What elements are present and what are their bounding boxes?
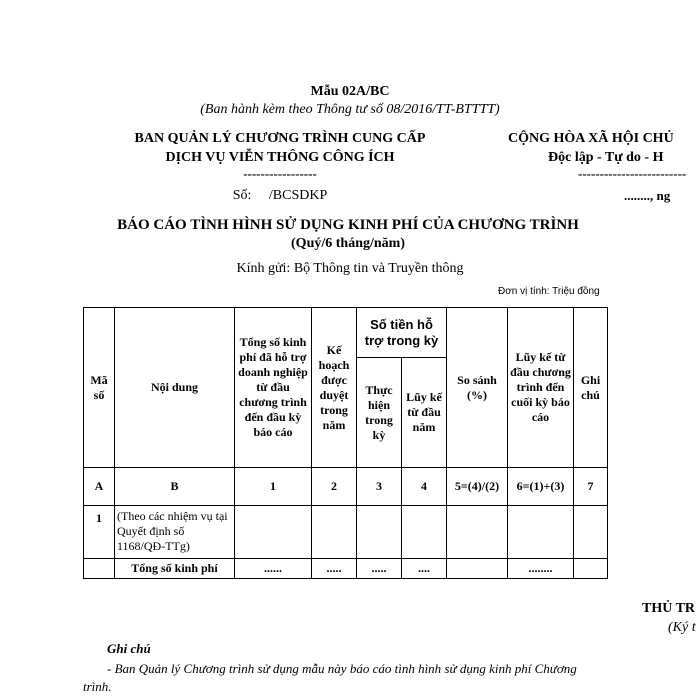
recipient-line: Kính gửi: Bộ Thông tin và Truyền thông	[236, 261, 464, 276]
data-row-cell	[574, 506, 608, 559]
total-row-c1: ......	[235, 559, 312, 579]
agency-rule: -----------------	[243, 166, 317, 181]
form-code: Mẫu 02A/BC	[310, 84, 390, 99]
total-row-c5	[447, 559, 508, 579]
index-cell-1: 1	[235, 468, 312, 506]
funding-report-table	[83, 307, 608, 579]
header-luy-ke-dau-ct: Lũy kế từ đầu chương trình đến cuối kỳ báo cáo	[508, 308, 574, 468]
signature-title: THỦ TR	[642, 601, 696, 616]
header-tong-so: Tổng số kinh phí đã hỗ trợ doanh nghiệp từ đầu chương trình đến đầu kỳ báo cáo	[235, 308, 312, 468]
index-cell-3: 3	[357, 468, 402, 506]
national-rule: -------------------------	[578, 166, 687, 181]
index-cell-6: 6=(1)+(3)	[508, 468, 574, 506]
total-row-c2: .....	[312, 559, 357, 579]
notes-heading: Ghi chú	[107, 641, 151, 656]
data-row-ma-so: 1	[84, 506, 115, 559]
index-cell-7: 7	[574, 468, 608, 506]
national-title: CỘNG HÒA XÃ HỘI CHỦ	[508, 131, 674, 146]
date-line: ........, ng	[624, 188, 671, 203]
national-motto: Độc lập - Tự do - H	[548, 150, 664, 165]
header-thuc-hien: Thực hiện trong kỳ	[357, 358, 402, 468]
header-so-sanh: So sánh (%)	[447, 308, 508, 468]
signature-note: (Ký t	[668, 620, 696, 635]
total-row-c7	[574, 559, 608, 579]
data-row-noi-dung: (Theo các nhiệm vụ tại Quyết định số 1168/QĐ-TTg)	[115, 506, 235, 559]
data-row-cell	[402, 506, 447, 559]
header-noi-dung: Nội dung	[115, 308, 235, 468]
header-ma-so: Mã số	[84, 308, 115, 468]
data-row-cell	[508, 506, 574, 559]
total-row-c3: .....	[357, 559, 402, 579]
header-so-tien-group: Số tiền hỗ trợ trong kỳ	[357, 308, 447, 358]
notes-line1: - Ban Quản lý Chương trình sử dụng mẫu này báo cáo tình hình sử dụng kinh phí Chương	[107, 661, 577, 676]
unit-label: Đơn vị tính: Triệu đồng	[498, 286, 600, 297]
index-cell-a: A	[84, 468, 115, 506]
index-cell-4: 4	[402, 468, 447, 506]
agency-name-line2: DỊCH VỤ VIỄN THÔNG CÔNG ÍCH	[165, 150, 395, 165]
header-ghi-chu: Ghi chú	[574, 308, 608, 468]
index-cell-2: 2	[312, 468, 357, 506]
data-row-cell	[357, 506, 402, 559]
report-title: BÁO CÁO TÌNH HÌNH SỬ DỤNG KINH PHÍ CỦA CHƯƠNG TRÌNH	[117, 217, 579, 233]
header-luy-ke-dau-nam: Lũy kế từ đầu năm	[402, 358, 447, 468]
total-row-c6: ........	[508, 559, 574, 579]
form-issued-by: (Ban hành kèm theo Thông tư số 08/2016/TT-BTTTT)	[200, 102, 500, 117]
index-cell-5: 5=(4)/(2)	[447, 468, 508, 506]
document-number: Số: /BCSDKP	[232, 188, 328, 203]
data-row-cell	[235, 506, 312, 559]
total-row-ma-so	[84, 559, 115, 579]
data-row-cell	[447, 506, 508, 559]
report-period: (Quý/6 tháng/năm)	[291, 236, 405, 251]
total-row-c4: ....	[402, 559, 447, 579]
total-row-label: Tổng số kinh phí	[115, 559, 235, 579]
notes-line2: trình.	[83, 679, 112, 694]
header-ke-hoach: Kế hoạch được duyệt trong năm	[312, 308, 357, 468]
index-cell-b: B	[115, 468, 235, 506]
data-row-cell	[312, 506, 357, 559]
agency-name-line1: BAN QUẢN LÝ CHƯƠNG TRÌNH CUNG CẤP	[134, 131, 426, 146]
